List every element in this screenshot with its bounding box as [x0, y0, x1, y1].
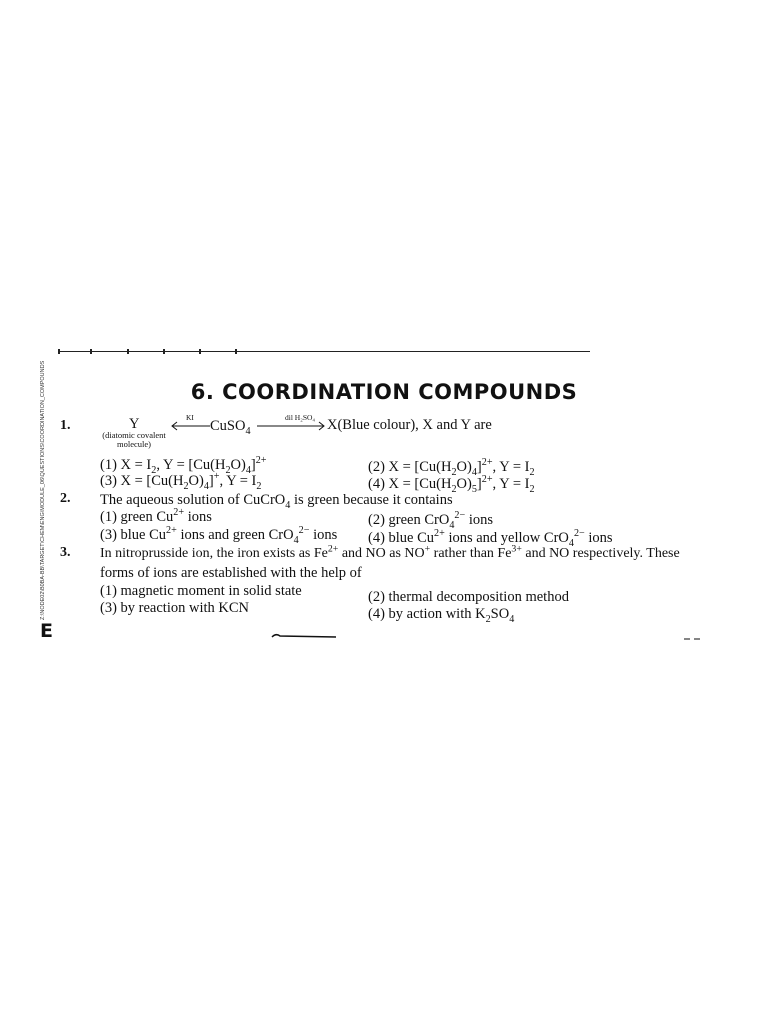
sub: 2: [256, 480, 262, 492]
q2-option-4[interactable]: [368, 530, 613, 547]
text: ions and green CrO: [176, 527, 294, 543]
rule-tick: [199, 349, 201, 354]
q2-option-1[interactable]: [100, 509, 212, 526]
q1-y-note: [98, 431, 170, 449]
sup: +: [213, 471, 220, 483]
text: (3) X = [Cu(H: [100, 473, 184, 489]
rule-tick: [58, 349, 60, 354]
q1-y-label: Y: [129, 416, 140, 432]
text: rather than Fe: [430, 546, 512, 561]
sup: 2+: [327, 543, 339, 555]
rule-tick: [235, 349, 237, 354]
rule-tick: [163, 349, 165, 354]
q3-option-4[interactable]: [368, 606, 514, 623]
text: ions: [584, 530, 613, 546]
text: ions: [309, 527, 338, 543]
sup: +: [424, 543, 431, 555]
sub: 2: [529, 466, 535, 478]
q1-y-note-line2: molecule): [117, 439, 151, 449]
q2-option-2[interactable]: [368, 512, 493, 529]
text: O): [456, 476, 472, 492]
text: , Y = I: [492, 476, 530, 492]
text: (2) X = [Cu(H: [368, 459, 452, 475]
q3-option-3[interactable]: (3) by reaction with KCN: [100, 600, 249, 616]
sub: 4: [293, 534, 299, 546]
side-file-code: [30, 360, 46, 620]
text: SO: [490, 606, 510, 622]
text: ]: [476, 476, 482, 492]
sub: 4: [509, 613, 515, 625]
sup: 2+: [434, 528, 445, 540]
sup: 2+: [481, 474, 493, 486]
q3-stem-line-2: forms of ions are established with the help of: [100, 565, 362, 581]
q1-cuso4-text: CuSO: [210, 418, 246, 434]
sup: 3+: [511, 543, 522, 555]
text: , Y = I: [219, 473, 257, 489]
sub: 2: [451, 483, 457, 495]
sub: 2: [183, 480, 189, 492]
text: O): [456, 459, 472, 475]
sub: 2: [529, 483, 535, 495]
sup: 2+: [481, 457, 493, 469]
text: In nitroprusside ion, the iron exists as Fe: [100, 546, 328, 561]
sub: 5: [471, 483, 477, 495]
bottom-rule-fragment: [270, 632, 340, 640]
sup: 2−: [454, 510, 466, 522]
q1-stem-tail: X(Blue colour), X and Y are: [327, 417, 492, 433]
text: and NO respectively. These: [521, 546, 680, 561]
question-3-number: 3.: [60, 545, 71, 560]
text: ions: [184, 509, 212, 525]
footer-mark: E: [40, 620, 53, 642]
text: ]: [476, 459, 482, 475]
text: (2) green CrO: [368, 512, 450, 528]
text: O): [230, 457, 246, 473]
sub: 4: [203, 480, 209, 492]
q2-stem: [100, 492, 453, 509]
text: , Y = I: [492, 459, 530, 475]
text: (3) blue Cu: [100, 527, 167, 543]
rule-tick: [127, 349, 129, 354]
header-rule: [58, 351, 590, 352]
q1-option-4[interactable]: [368, 476, 535, 493]
text: (4) X = [Cu(H: [368, 476, 452, 492]
side-file-code-text: Z:\NODE02\B0BA-BB\TARGET\CHEM\ENG\MODULE_06\QUESTIONS\COORDINATION_COMPOUNDS: [40, 360, 46, 620]
text: ]: [208, 473, 214, 489]
sup: 2+: [173, 507, 185, 519]
text: (1) X = I: [100, 457, 152, 473]
sup: 2−: [573, 528, 585, 540]
q3-option-2[interactable]: (2) thermal decomposition method: [368, 589, 569, 605]
text: (4) blue Cu: [368, 530, 435, 546]
sub: 2: [485, 613, 491, 625]
q1-option-3[interactable]: [100, 473, 261, 490]
sup: 2−: [298, 525, 310, 537]
q3-option-1[interactable]: (1) magnetic moment in solid state: [100, 583, 302, 599]
q1-cuso4: [210, 418, 251, 435]
sup: 2+: [255, 455, 267, 467]
text: , Y = [Cu(H: [156, 457, 226, 473]
text: The aqueous solution of CuCrO: [100, 492, 286, 508]
q1-y-note-line1: (diatomic covalent: [102, 430, 166, 440]
question-1-number: 1.: [60, 418, 71, 433]
sub: 4: [285, 499, 291, 511]
dash-marks: [682, 636, 704, 642]
text: ions and yellow CrO: [444, 530, 569, 546]
q1-option-2[interactable]: [368, 459, 535, 476]
sup: 2+: [166, 525, 177, 537]
chapter-title: 6. COORDINATION COMPOUNDS: [190, 380, 578, 404]
sub: 4: [245, 464, 251, 476]
sub: 4: [449, 519, 455, 531]
text: is green because it contains: [290, 492, 453, 508]
sub: 2: [151, 464, 157, 476]
q2-option-3[interactable]: [100, 527, 337, 544]
text: ions: [465, 512, 493, 528]
text: O): [188, 473, 204, 489]
q1-option-1[interactable]: [100, 457, 267, 474]
q1-left-arrow-label: KI: [186, 413, 194, 422]
question-2-number: 2.: [60, 491, 71, 506]
text: and NO as NO: [338, 546, 425, 561]
text: ]: [250, 457, 256, 473]
sub: 4: [568, 537, 574, 549]
q3-stem-line-1: [100, 543, 680, 562]
sub: 4: [471, 466, 477, 478]
text: (4) by action with K: [368, 606, 486, 622]
q1-right-arrow-label: dil H₂SO₄: [285, 413, 316, 422]
sub: 2: [451, 466, 457, 478]
sub: 2: [225, 464, 231, 476]
rule-tick: [90, 349, 92, 354]
q1-cuso4-sub: 4: [245, 425, 251, 437]
text: (1) green Cu: [100, 509, 174, 525]
